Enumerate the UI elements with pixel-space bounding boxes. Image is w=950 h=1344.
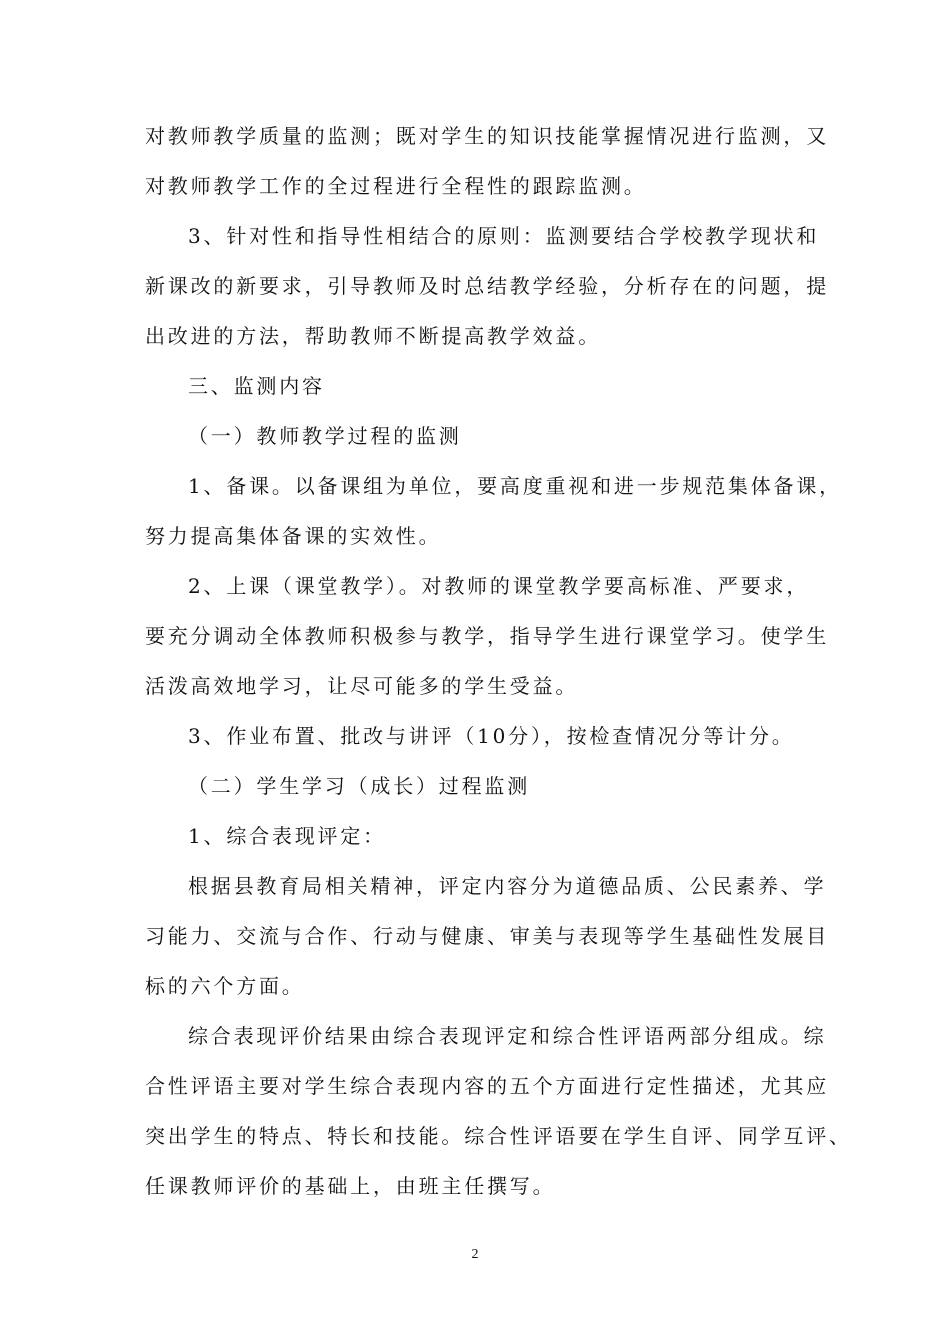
subsection-heading: （二）学生学习（成长）过程监测: [188, 774, 530, 798]
paragraph-line: 要充分调动全体教师积极参与教学，指导学生进行课堂学习。使学生: [145, 624, 829, 648]
paragraph-line: 3、作业布置、批改与讲评（10分），按检查情况分等计分。: [188, 724, 795, 748]
paragraph-line: 努力提高集体备课的实效性。: [145, 524, 442, 548]
paragraph-line: 习能力、交流与合作、行动与健康、审美与表现等学生基础性发展目: [145, 924, 829, 948]
paragraph-line: 对教师教学工作的全过程进行全程性的跟踪监测。: [145, 174, 647, 198]
paragraph-line: 对教师教学质量的监测；既对学生的知识技能掌握情况进行监测，又: [145, 124, 829, 148]
paragraph-line: 3、针对性和指导性相结合的原则：监测要结合学校教学现状和: [188, 224, 820, 248]
paragraph-line: 综合表现评价结果由综合表现评定和综合性评语两部分组成。综: [188, 1024, 827, 1048]
paragraph-line: 合性评语主要对学生综合表现内容的五个方面进行定性描述，尤其应: [145, 1074, 829, 1098]
section-heading: 三、监测内容: [188, 374, 325, 398]
paragraph-line: 新课改的新要求，引导教师及时总结教学经验，分析存在的问题，提: [145, 274, 829, 298]
paragraph-line: 根据县教育局相关精神，评定内容分为道德品质、公民素养、学: [188, 874, 827, 898]
paragraph-line: 标的六个方面。: [145, 974, 305, 998]
paragraph-line: 2、上课（课堂教学）。对教师的课堂教学要高标准、严要求，: [188, 574, 810, 598]
subsection-heading: （一）教师教学过程的监测: [188, 424, 462, 448]
paragraph-line: 任课教师评价的基础上，由班主任撰写。: [145, 1174, 556, 1198]
page-number: 2: [471, 1247, 479, 1262]
paragraph-line: 突出学生的特点、特长和技能。综合性评语要在学生自评、同学互评、: [145, 1124, 852, 1148]
paragraph-line: 出改进的方法，帮助教师不断提高教学效益。: [145, 324, 601, 348]
paragraph-line: 活泼高效地学习，让尽可能多的学生受益。: [145, 674, 579, 698]
paragraph-line: 1、综合表现评定：: [188, 824, 386, 848]
paragraph-line: 1、备课。以备课组为单位，要高度重视和进一步规范集体备课，: [188, 474, 842, 498]
